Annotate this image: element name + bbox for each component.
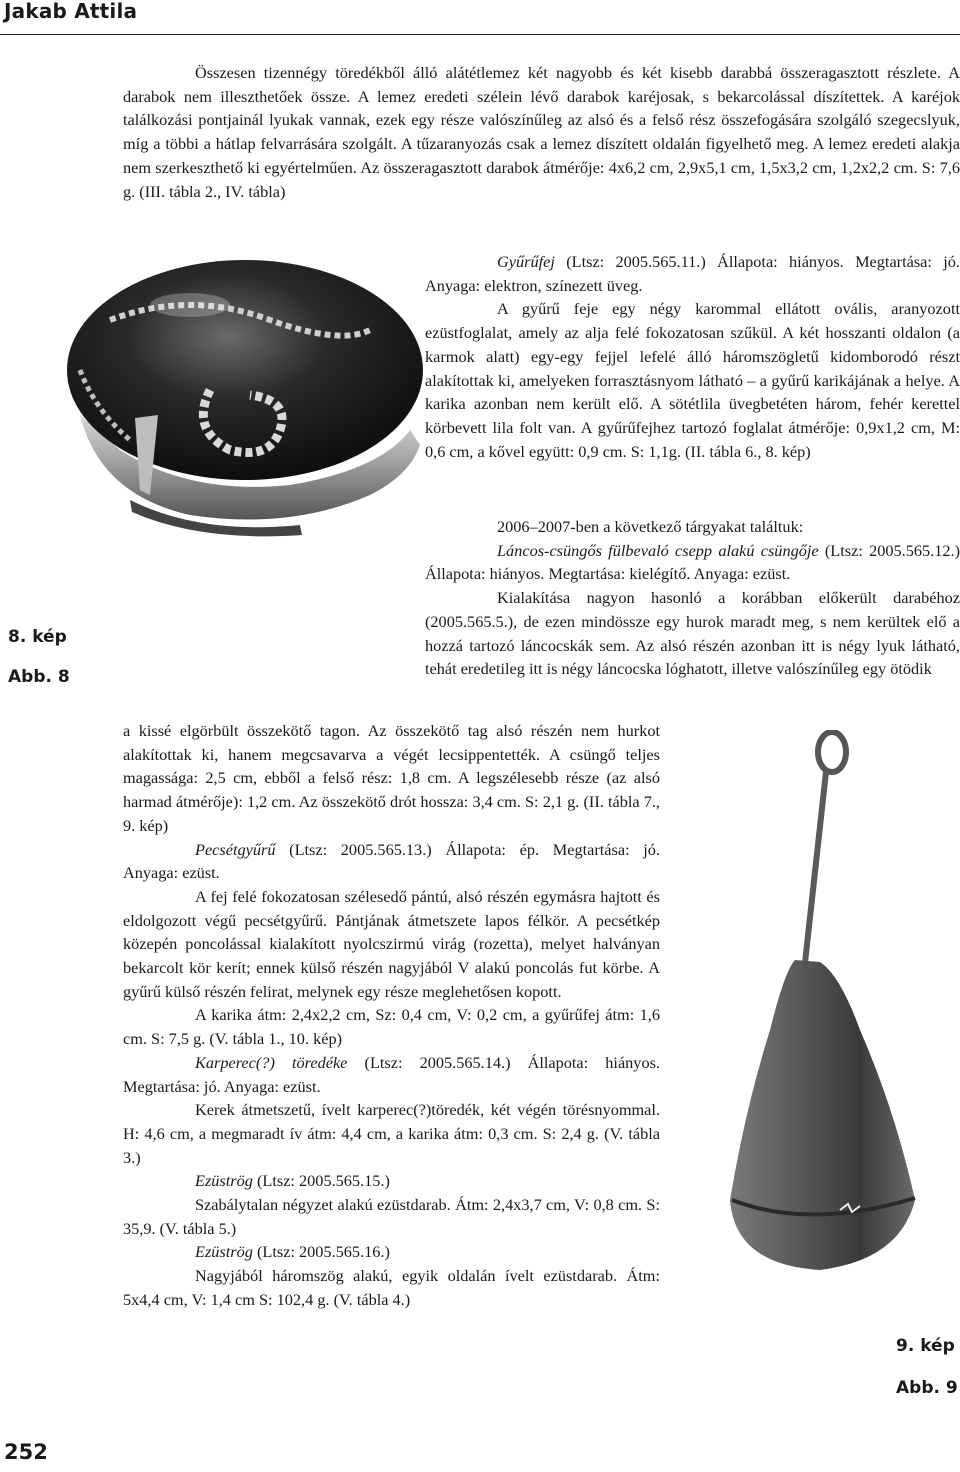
paragraph-alatetlemez: Összesen tizennégy töredékből álló alátétlemez két nagyobb és két kisebb darabbá összeragasztott részlete. A darabok nem illeszthetőek össze. A lemez eredeti szélein lévő darabok karéjosak, s bekarcolással díszítettek. A karéjok találkozási pontjainál lyukak vannak, ezek egy része valószínűleg az alsó és a felső rész összefogására szolgáló szegecslyuk, míg a többi a hátlap felvarrására szolgált. A tűzaranyozás csak a lemez díszített oldalán figyelhető meg. A lemez eredeti alakja nem szerkeszthető ki egyértelműen. Az összeragasztott darabok átmérője: 4x6,2 cm, 2,9x5,1 cm, 1,5x3,2 cm, 1,2x2,2 cm. S: 7,6 g. (III. tábla 2., IV. tábla) [123, 63, 960, 201]
paragraph-csungo-cont: a kissé elgörbült összekötő tagon. Az összekötő tag alsó részén nem hurkot alakítottak ki, hanem megcsavarva a végét lecsippentették. A csüngő teljes magassága: 2,5 cm, ebből a felső rész: 1,8 cm. A legszélesebb része (az alsó harmad átmérője): 1,2 cm. Az összekötő drót hossza: 3,4 cm. S: 2,1 g. (II. tábla 7., 9. kép) [123, 721, 660, 835]
figure-8-caption-hu: 8. kép [8, 627, 67, 647]
text-block-2 [425, 250, 960, 463]
paragraph-karperec-desc: Kerek átmetszetű, ívelt karperec(?)töredék, két végén törésnyommal. H: 4,6 cm, a megmaradt ív átm: 4,4 cm, a karika átm: 0,3 cm. S: 2,4 g. (V. tábla 3.) [123, 1100, 660, 1167]
text-block-1 [123, 61, 960, 203]
entry-meta: (Ltsz: 2005.565.11.) Állapota: hiányos. Megtartása: jó. Anyaga: elektron, színezett üveg. [425, 252, 960, 295]
entry-ezustrog-1 [123, 1169, 660, 1193]
text-block-3 [425, 515, 960, 681]
glass-inlay [67, 260, 423, 480]
entry-csungo [425, 539, 960, 586]
paragraph-pecsetgyuru-dims: A karika átm: 2,4x2,2 cm, Sz: 0,4 cm, V: 0,2 cm, a gyűrűfej átm: 1,6 cm. S: 7,5 g. (V. tábla 1., 10. kép) [123, 1005, 660, 1049]
paragraph-csungo-desc: Kialakítása nagyon hasonló a korábban előkerült darabéhoz (2005.565.5.), de ezen mindössze egy hurok maradt meg, s nem kerültek elő a hozzá tartozó láncocskák sem. Az alsó részén azonban itt is négy lyuk látható, tehát eredetileg itt is négy láncocska lóghatott, illetve valószínűleg egy ötödik [425, 588, 960, 679]
paragraph-intro: 2006–2007-ben a következő tárgyakat találtuk: [497, 517, 804, 536]
wire-loop [818, 732, 846, 772]
entry-title: Gyűrűfej [497, 252, 555, 271]
paragraph-ezustrog-2-desc: Nagyjából háromszög alakú, egyik oldalán ívelt ezüstdarab. Átm: 5x4,4 cm, V: 1,4 cm S: 102,4 g. (V. tábla 4.) [123, 1266, 660, 1309]
entry-gyurufej [425, 250, 960, 297]
entry-meta: (Ltsz: 2005.565.16.) [252, 1242, 390, 1262]
entry-meta: (Ltsz: 2005.565.12.) Állapota: hiányos. Megtartása: kielégítő. Anyaga: ezüst. [425, 540, 960, 584]
entry-title: Ezüströg [195, 1242, 253, 1262]
entry-meta: (Ltsz: 2005.565.13.) Állapota: ép. Megtartása: jó. Anyaga: ezüst. [123, 839, 660, 883]
entry-karperec [123, 1051, 660, 1098]
figure-9-caption-hu: 9. kép [896, 1336, 955, 1356]
connecting-wire [802, 772, 826, 990]
pendant-body [730, 960, 915, 1270]
photo-pendant [690, 730, 950, 1300]
running-title: Jakab Attila [4, 0, 138, 23]
header-rule [0, 34, 960, 35]
entry-title: Karperec(?) töredéke [195, 1052, 348, 1072]
photo-ring-head [40, 250, 430, 540]
entry-meta: (Ltsz: 2005.565.14.) Állapota: hiányos. Megtartása: jó. Anyaga: ezüst. [123, 1052, 660, 1096]
paragraph-ezustrog-1-desc: Szabálytalan négyzet alakú ezüstdarab. Átm: 2,4x3,7 cm, V: 0,8 cm. S: 35,9. (V. tábla 5.) [123, 1195, 660, 1238]
entry-ezustrog-2 [123, 1240, 660, 1264]
entry-meta: (Ltsz: 2005.565.15.) [252, 1171, 390, 1191]
paragraph-gyurufej-desc: A gyűrű feje egy négy karommal ellátott ovális, aranyozott ezüstfoglalat, amely az alja felé fokozatosan szűkül. A két hosszanti oldalon (a karmok alatt) egy-egy fejjel lefelé álló háromszögletű kidomborodó részt alakítottak ki, amelyeken forrasztásnyom látható – a gyűrű karikájának a helye. A karika azonban nem került elő. A sötétlila üvegbetéten három, fehér kerettel körbevett lila folt van. A gyűrűfejhez tartozó foglalat átmérője: 0,9x1,2 cm, M: 0,6 cm, a kővel együtt: 0,9 cm. S: 1,1g. (II. tábla 6., 8. kép) [425, 299, 960, 461]
entry-title: Pecsétgyűrű [195, 839, 276, 859]
page-number: 252 [4, 1440, 48, 1464]
figure-8-caption-de: Abb. 8 [8, 667, 70, 687]
entry-title: Láncos-csüngős fülbevaló csepp alakú csüngője [497, 540, 819, 560]
entry-pecsetgyuru [123, 838, 660, 885]
figure-9-caption-de: Abb. 9 [896, 1378, 958, 1398]
text-block-4 [123, 719, 660, 1312]
paragraph-pecsetgyuru-desc: A fej felé fokozatosan szélesedő pántú, alsó részén egymásra hajtott és eldolgozott végű pecsétgyűrű. Pántjának átmetszete lapos félkör. A pecsétkép közepén poncolással kialakított nyolcszirmú virág (rozetta), melyet halványan bekarcolt kör kerít; ennek külső részén nagyjából V alakú poncolás fut körbe. A gyűrű külső részén felirat, melynek egy része meglehetősen kopott. [123, 886, 660, 1001]
entry-title: Ezüströg [195, 1171, 253, 1191]
